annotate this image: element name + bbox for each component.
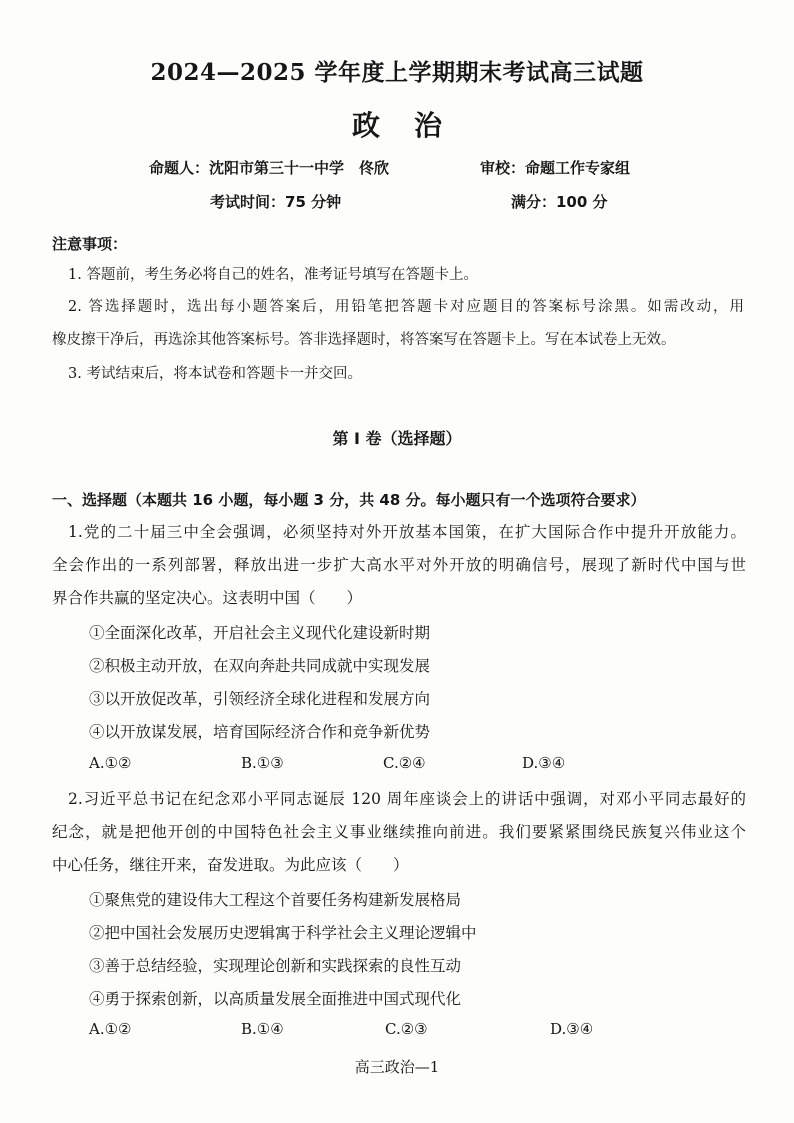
section-heading: 一、选择题（本题共 16 小题，每小题 3 分，共 48 分。每小题只有一个选项符合要求） [52,491,646,509]
part-title: 第 I 卷（选择题） [332,429,462,448]
note-line: 1. 答题前，考生务必将自己的姓名，准考证号填写在答题卡上。 [68,267,478,283]
question-2-option: ①聚焦党的建设伟大工程这个首要任务构建新发展格局 [89,891,462,909]
author-line: 命题人：沈阳市第三十一中学 佟欣 [149,159,390,177]
question-1-option: ③以开放促改革，引领经济全球化进程和发展方向 [89,690,431,708]
question-2-choice-b: B.①④ [241,1020,284,1038]
question-1-line: 界合作共赢的坚定决心。这表明中国（ ） [52,589,363,607]
note-line: 橡皮擦干净后，再选涂其他答案标号。答非选择题时，将答案写在答题卡上。写在本试卷上无效。 [52,332,676,348]
question-1-choice-d: D.③④ [522,754,566,772]
question-1-choice-b: B.①③ [241,754,284,772]
full-score: 满分：100 分 [511,193,608,211]
note-line: 2. 答选择题时，选出每小题答案后，用铅笔把答题卡对应题目的答案标号涂黑。如需改动，用 [68,299,744,315]
question-1-option: ①全面深化改革，开启社会主义现代化建设新时期 [89,624,431,642]
question-1-option: ④以开放谋发展，培育国际经济合作和竞争新优势 [89,723,431,741]
question-2-line: 2.习近平总书记在纪念邓小平同志诞辰 120 周年座谈会上的讲话中强调，对邓小平同志最好的 [68,790,746,808]
question-2-option: ③善于总结经验，实现理论创新和实践探索的良性互动 [89,957,462,975]
exam-time: 考试时间：75 分钟 [210,193,342,211]
question-2-line: 纪念，就是把他开创的中国特色社会主义事业继续推向前进。我们要紧紧围绕民族复兴伟业这个 [52,823,746,841]
question-2-choice-c: C.②③ [385,1020,428,1038]
question-2-choice-a: A.①② [89,1020,132,1038]
reviewer-line: 审校：命题工作专家组 [480,159,631,177]
question-1-choice-a: A.①② [89,754,132,772]
question-1-choice-c: C.②④ [383,754,426,772]
subject-title: 政治 [351,109,476,142]
question-2-choice-d: D.③④ [550,1020,594,1038]
question-2-line: 中心任务，继往开来，奋发进取。为此应该（ ） [52,856,409,874]
notes-heading: 注意事项： [52,235,128,253]
page-footer: 高三政治—1 [354,1058,440,1076]
question-1-option: ②积极主动开放，在双向奔赴共同成就中实现发展 [89,657,431,675]
exam-title: 2024—2025 学年度上学期期末考试高三试题 [150,59,644,86]
question-1-line: 1.党的二十届三中全会强调，必须坚持对外开放基本国策，在扩大国际合作中提升开放能力。 [68,523,746,541]
question-2-option: ②把中国社会发展历史逻辑寓于科学社会主义理论逻辑中 [89,924,477,942]
question-1-line: 全会作出的一系列部署，释放出进一步扩大高水平对外开放的明确信号，展现了新时代中国与世 [52,556,746,574]
question-2-option: ④勇于探索创新，以高质量发展全面推进中国式现代化 [89,990,462,1008]
note-line: 3. 考试结束后，将本试卷和答题卡一并交回。 [68,366,362,382]
